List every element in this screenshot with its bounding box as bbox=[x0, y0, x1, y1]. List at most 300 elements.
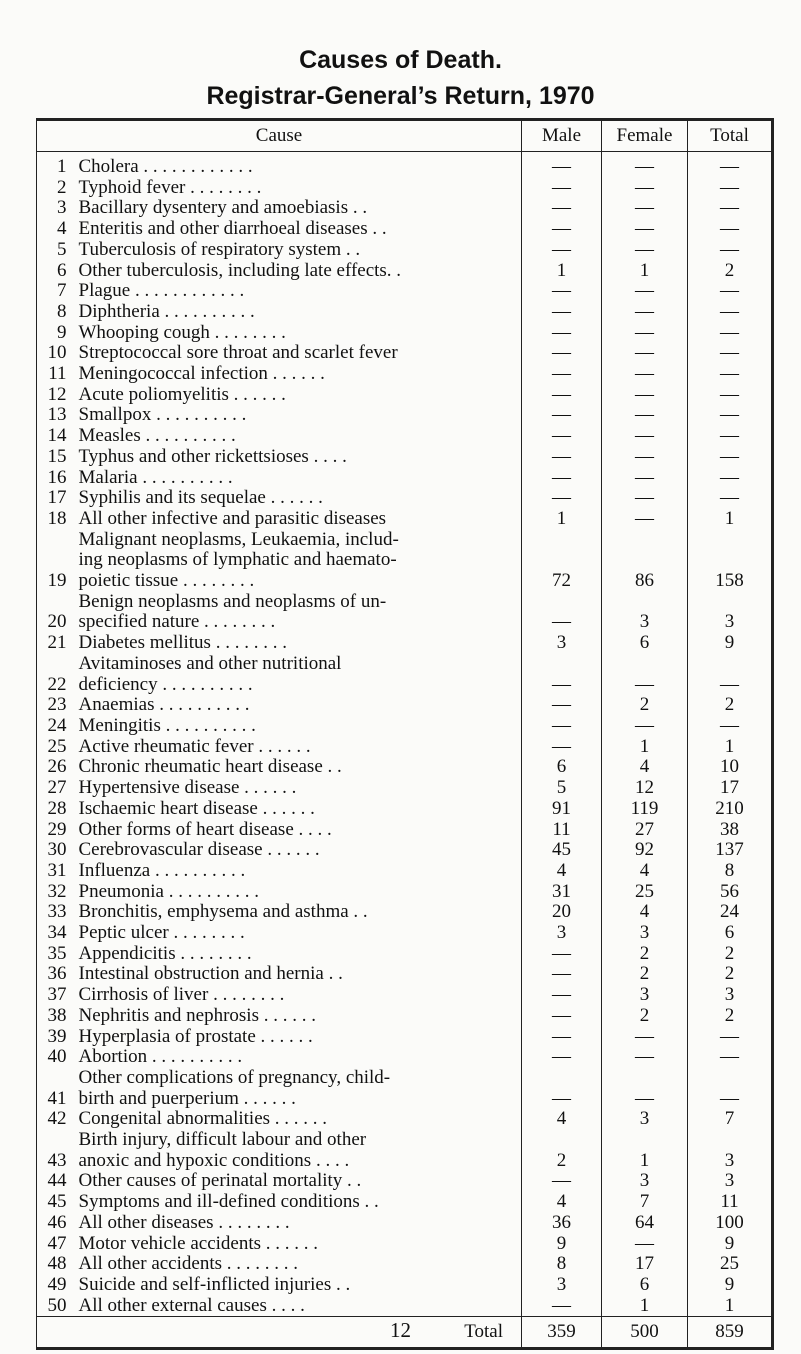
cause-cell: Plague . . . . . . . . . . . . bbox=[78, 280, 245, 302]
cause-cell: Bacillary dysentery and amoebiasis . . bbox=[78, 197, 368, 219]
total-cell: — bbox=[688, 447, 773, 468]
cause-cell: Meningitis . . . . . . . . . . bbox=[78, 714, 256, 736]
male-cell: 3 bbox=[522, 633, 602, 654]
cause-cell: Motor vehicle accidents . . . . . . bbox=[78, 1232, 319, 1254]
male-cell: — bbox=[522, 1068, 602, 1109]
cause-cell: Streptococcal sore throat and scarlet fever bbox=[78, 342, 398, 364]
row-number: 29 bbox=[47, 818, 67, 840]
total-cell: 25 bbox=[688, 1254, 773, 1275]
female-cell: 3 bbox=[602, 923, 688, 944]
total-cell: 2 bbox=[688, 1006, 773, 1027]
row-number: 49 bbox=[47, 1273, 67, 1295]
cause-cell: Appendicitis . . . . . . . . bbox=[78, 942, 252, 964]
table-row bbox=[37, 1254, 773, 1275]
table-row bbox=[37, 447, 773, 468]
header-cause: Cause bbox=[37, 120, 522, 152]
cause-cell: Ischaemic heart disease . . . . . . bbox=[78, 797, 315, 819]
totals-label: Total bbox=[37, 1317, 522, 1349]
total-cell: 8 bbox=[688, 861, 773, 882]
cause-cell: Anaemias . . . . . . . . . . bbox=[78, 694, 250, 716]
total-cell: 2 bbox=[688, 695, 773, 716]
female-cell: — bbox=[602, 343, 688, 364]
table-row bbox=[37, 198, 773, 219]
table-row bbox=[37, 944, 773, 965]
female-cell: 2 bbox=[602, 964, 688, 985]
cause-cell: Malignant neoplasms, Leukaemia, includ- ing neoplasms of lymphatic and haemato- poietic tissue . . . . . . . . bbox=[78, 528, 399, 592]
table-row bbox=[37, 364, 773, 385]
total-cell: 11 bbox=[688, 1192, 773, 1213]
table-body bbox=[37, 152, 773, 1317]
row-number: 15 bbox=[47, 445, 67, 467]
row-number: 40 bbox=[47, 1046, 67, 1068]
row-number: 24 bbox=[47, 714, 67, 736]
total-cell: 1 bbox=[688, 737, 773, 758]
female-cell: 25 bbox=[602, 882, 688, 903]
total-cell: 137 bbox=[688, 840, 773, 861]
male-cell: — bbox=[522, 240, 602, 261]
cause-cell: Enteritis and other diarrhoeal diseases . . bbox=[78, 218, 387, 240]
cause-cell: Smallpox . . . . . . . . . . bbox=[78, 404, 247, 426]
total-cell: 3 bbox=[688, 1171, 773, 1192]
female-cell: 4 bbox=[602, 757, 688, 778]
male-cell: — bbox=[522, 385, 602, 406]
male-cell: — bbox=[522, 405, 602, 426]
table-row bbox=[37, 302, 773, 323]
cause-cell: Typhus and other rickettsioses . . . . bbox=[78, 445, 347, 467]
table-row bbox=[37, 261, 773, 282]
cause-cell: Birth injury, difficult labour and other anoxic and hypoxic conditions . . . . bbox=[78, 1129, 367, 1171]
table-row bbox=[37, 737, 773, 758]
row-number: 42 bbox=[47, 1108, 67, 1130]
cause-cell: Abortion . . . . . . . . . . bbox=[78, 1046, 243, 1068]
male-cell: — bbox=[522, 198, 602, 219]
total-cell: 38 bbox=[688, 820, 773, 841]
total-cell: — bbox=[688, 716, 773, 737]
row-number: 37 bbox=[47, 984, 67, 1006]
table-row bbox=[37, 964, 773, 985]
male-cell: 31 bbox=[522, 882, 602, 903]
row-number: 8 bbox=[57, 300, 67, 322]
cause-cell: All other diseases . . . . . . . . bbox=[78, 1211, 290, 1233]
causes-of-death-table bbox=[36, 118, 774, 1350]
table-row bbox=[37, 695, 773, 716]
total-cell: 7 bbox=[688, 1109, 773, 1130]
male-cell: 3 bbox=[522, 923, 602, 944]
table-row bbox=[37, 426, 773, 447]
male-cell: — bbox=[522, 1171, 602, 1192]
total-cell: 9 bbox=[688, 633, 773, 654]
cause-cell: Measles . . . . . . . . . . bbox=[78, 425, 236, 447]
row-number: 14 bbox=[47, 425, 67, 447]
female-cell: 2 bbox=[602, 944, 688, 965]
row-number: 46 bbox=[47, 1211, 67, 1233]
total-cell: 2 bbox=[688, 944, 773, 965]
table-row bbox=[37, 1006, 773, 1027]
cause-cell: Cholera . . . . . . . . . . . . bbox=[78, 156, 253, 177]
total-cell: — bbox=[688, 178, 773, 199]
female-cell: 119 bbox=[602, 799, 688, 820]
female-cell: 17 bbox=[602, 1254, 688, 1275]
table-row bbox=[37, 530, 773, 592]
cause-cell: Diphtheria . . . . . . . . . . bbox=[78, 300, 255, 322]
total-cell: 3 bbox=[688, 1130, 773, 1171]
total-cell: — bbox=[688, 488, 773, 509]
cause-cell: All other infective and parasitic diseases bbox=[78, 507, 387, 529]
male-cell: — bbox=[522, 281, 602, 302]
female-cell: — bbox=[602, 654, 688, 695]
cause-cell: Diabetes mellitus . . . . . . . . bbox=[78, 632, 287, 654]
row-number: 28 bbox=[47, 797, 67, 819]
table-row bbox=[37, 1275, 773, 1296]
female-cell: 1 bbox=[602, 1296, 688, 1317]
female-cell: 86 bbox=[602, 530, 688, 592]
row-number: 22 bbox=[47, 673, 67, 695]
total-cell: 1 bbox=[688, 509, 773, 530]
male-cell: 11 bbox=[522, 820, 602, 841]
header-total: Total bbox=[688, 120, 773, 152]
page-number: 12 bbox=[390, 1318, 411, 1342]
female-cell: 3 bbox=[602, 592, 688, 633]
table-row bbox=[37, 240, 773, 261]
total-cell: — bbox=[688, 323, 773, 344]
row-number: 21 bbox=[47, 632, 67, 654]
cause-cell: Influenza . . . . . . . . . . bbox=[78, 859, 246, 881]
total-cell: 6 bbox=[688, 923, 773, 944]
female-cell: — bbox=[602, 1027, 688, 1048]
row-number: 1 bbox=[57, 156, 67, 177]
male-cell: 91 bbox=[522, 799, 602, 820]
total-cell: — bbox=[688, 198, 773, 219]
male-cell: — bbox=[522, 488, 602, 509]
total-cell: — bbox=[688, 1068, 773, 1109]
male-cell: — bbox=[522, 654, 602, 695]
female-cell: — bbox=[602, 488, 688, 509]
total-cell: 17 bbox=[688, 778, 773, 799]
cause-cell: Chronic rheumatic heart disease . . bbox=[78, 756, 342, 778]
male-cell: 6 bbox=[522, 757, 602, 778]
total-cell: 10 bbox=[688, 757, 773, 778]
female-cell: — bbox=[602, 198, 688, 219]
table-row bbox=[37, 323, 773, 344]
row-number: 47 bbox=[47, 1232, 67, 1254]
total-cell: 2 bbox=[688, 964, 773, 985]
table-row bbox=[37, 178, 773, 199]
table-row bbox=[37, 840, 773, 861]
row-number: 7 bbox=[57, 280, 67, 302]
table-row bbox=[37, 1192, 773, 1213]
male-cell: 45 bbox=[522, 840, 602, 861]
male-cell: 1 bbox=[522, 509, 602, 530]
row-number: 34 bbox=[47, 922, 67, 944]
cause-cell: Intestinal obstruction and hernia . . bbox=[78, 963, 343, 985]
male-cell: 4 bbox=[522, 1192, 602, 1213]
cause-cell: Other complications of pregnancy, child- birth and puerperium . . . . . . bbox=[78, 1066, 391, 1109]
male-cell: 3 bbox=[522, 1275, 602, 1296]
total-cell: 3 bbox=[688, 985, 773, 1006]
male-cell: — bbox=[522, 1006, 602, 1027]
total-cell: — bbox=[688, 302, 773, 323]
row-number: 3 bbox=[57, 197, 67, 219]
cause-cell: Pneumonia . . . . . . . . . . bbox=[78, 880, 259, 902]
male-cell: 9 bbox=[522, 1234, 602, 1255]
cause-cell: Malaria . . . . . . . . . . bbox=[78, 466, 233, 488]
table-row bbox=[37, 861, 773, 882]
cause-cell: Bronchitis, emphysema and asthma . . bbox=[78, 901, 368, 923]
male-cell: — bbox=[522, 447, 602, 468]
female-cell: 1 bbox=[602, 737, 688, 758]
row-number: 39 bbox=[47, 1025, 67, 1047]
female-cell: 27 bbox=[602, 820, 688, 841]
row-number: 10 bbox=[47, 342, 67, 364]
male-cell: — bbox=[522, 592, 602, 633]
female-cell: — bbox=[602, 405, 688, 426]
row-number: 18 bbox=[47, 507, 67, 529]
totals-female: 500 bbox=[602, 1317, 688, 1349]
total-cell: — bbox=[688, 405, 773, 426]
female-cell: 7 bbox=[602, 1192, 688, 1213]
female-cell: — bbox=[602, 219, 688, 240]
table-row bbox=[37, 592, 773, 633]
cause-cell: Other tuberculosis, including late effects. . bbox=[78, 259, 402, 281]
row-number: 17 bbox=[47, 487, 67, 509]
male-cell: — bbox=[522, 152, 602, 178]
total-cell: — bbox=[688, 152, 773, 178]
total-cell: — bbox=[688, 219, 773, 240]
row-number: 38 bbox=[47, 1004, 67, 1026]
table-row bbox=[37, 902, 773, 923]
table-row bbox=[37, 281, 773, 302]
table-row bbox=[37, 757, 773, 778]
table-row bbox=[37, 152, 773, 178]
table-row bbox=[37, 1296, 773, 1317]
row-number: 33 bbox=[47, 901, 67, 923]
row-number: 45 bbox=[47, 1191, 67, 1213]
row-number: 44 bbox=[47, 1170, 67, 1192]
cause-cell: Meningococcal infection . . . . . . bbox=[78, 363, 325, 385]
row-number: 9 bbox=[57, 321, 67, 343]
row-number: 31 bbox=[47, 859, 67, 881]
row-number: 43 bbox=[47, 1149, 67, 1171]
female-cell: 3 bbox=[602, 1171, 688, 1192]
table-row bbox=[37, 1213, 773, 1234]
table-row bbox=[37, 985, 773, 1006]
male-cell: — bbox=[522, 468, 602, 489]
cause-cell: Symptoms and ill-defined conditions . . bbox=[78, 1191, 379, 1213]
total-cell: 24 bbox=[688, 902, 773, 923]
female-cell: — bbox=[602, 447, 688, 468]
cause-cell: All other external causes . . . . bbox=[78, 1294, 305, 1316]
female-cell: — bbox=[602, 281, 688, 302]
female-cell: 2 bbox=[602, 695, 688, 716]
table-row bbox=[37, 923, 773, 944]
total-cell: — bbox=[688, 281, 773, 302]
table-row bbox=[37, 1109, 773, 1130]
total-cell: — bbox=[688, 1027, 773, 1048]
row-number: 36 bbox=[47, 963, 67, 985]
female-cell: — bbox=[602, 323, 688, 344]
row-number: 13 bbox=[47, 404, 67, 426]
male-cell: 2 bbox=[522, 1130, 602, 1171]
female-cell: 1 bbox=[602, 1130, 688, 1171]
male-cell: — bbox=[522, 426, 602, 447]
total-cell: 3 bbox=[688, 592, 773, 633]
total-cell: — bbox=[688, 654, 773, 695]
row-number: 12 bbox=[47, 383, 67, 405]
female-cell: 64 bbox=[602, 1213, 688, 1234]
table-row bbox=[37, 882, 773, 903]
table-header-row bbox=[37, 120, 773, 152]
female-cell: — bbox=[602, 509, 688, 530]
total-cell: — bbox=[688, 343, 773, 364]
male-cell: — bbox=[522, 219, 602, 240]
table-row bbox=[37, 405, 773, 426]
cause-cell: Cirrhosis of liver . . . . . . . . bbox=[78, 984, 285, 1006]
female-cell: — bbox=[602, 716, 688, 737]
female-cell: 4 bbox=[602, 902, 688, 923]
table-row bbox=[37, 778, 773, 799]
row-number: 25 bbox=[47, 735, 67, 757]
total-cell: 56 bbox=[688, 882, 773, 903]
table-row bbox=[37, 716, 773, 737]
table-row bbox=[37, 509, 773, 530]
table-row bbox=[37, 654, 773, 695]
cause-cell: Peptic ulcer . . . . . . . . bbox=[78, 922, 245, 944]
total-cell: — bbox=[688, 364, 773, 385]
table-row bbox=[37, 343, 773, 364]
header-female: Female bbox=[602, 120, 688, 152]
male-cell: — bbox=[522, 1296, 602, 1317]
row-number: 30 bbox=[47, 839, 67, 861]
female-cell: 1 bbox=[602, 261, 688, 282]
table-row bbox=[37, 488, 773, 509]
male-cell: — bbox=[522, 964, 602, 985]
female-cell: — bbox=[602, 385, 688, 406]
table-row bbox=[37, 219, 773, 240]
cause-cell: Tuberculosis of respiratory system . . bbox=[78, 238, 361, 260]
male-cell: 72 bbox=[522, 530, 602, 592]
male-cell: 1 bbox=[522, 261, 602, 282]
table-row bbox=[37, 799, 773, 820]
female-cell: 6 bbox=[602, 633, 688, 654]
male-cell: 36 bbox=[522, 1213, 602, 1234]
row-number: 16 bbox=[47, 466, 67, 488]
cause-cell: Nephritis and nephrosis . . . . . . bbox=[78, 1004, 316, 1026]
female-cell: — bbox=[602, 1068, 688, 1109]
total-cell: 1 bbox=[688, 1296, 773, 1317]
total-cell: — bbox=[688, 385, 773, 406]
male-cell: — bbox=[522, 944, 602, 965]
cause-cell: Suicide and self-inflicted injuries . . bbox=[78, 1273, 351, 1295]
row-number: 48 bbox=[47, 1253, 67, 1275]
female-cell: 3 bbox=[602, 985, 688, 1006]
cause-cell: Congenital abnormalities . . . . . . bbox=[78, 1108, 328, 1130]
row-number: 35 bbox=[47, 942, 67, 964]
cause-cell: Hypertensive disease . . . . . . bbox=[78, 777, 297, 799]
cause-cell: Benign neoplasms and neoplasms of un- specified nature . . . . . . . . bbox=[78, 590, 387, 633]
cause-cell: Hyperplasia of prostate . . . . . . bbox=[78, 1025, 313, 1047]
table-row bbox=[37, 633, 773, 654]
male-cell: 8 bbox=[522, 1254, 602, 1275]
female-cell: — bbox=[602, 1047, 688, 1068]
male-cell: — bbox=[522, 323, 602, 344]
male-cell: — bbox=[522, 695, 602, 716]
table-row bbox=[37, 1047, 773, 1068]
totals-total: 859 bbox=[688, 1317, 773, 1349]
total-cell: 210 bbox=[688, 799, 773, 820]
male-cell: 5 bbox=[522, 778, 602, 799]
row-number: 32 bbox=[47, 880, 67, 902]
table-row bbox=[37, 1234, 773, 1255]
male-cell: 4 bbox=[522, 861, 602, 882]
page-title: Causes of Death. bbox=[299, 46, 502, 74]
totals-male: 359 bbox=[522, 1317, 602, 1349]
female-cell: — bbox=[602, 152, 688, 178]
male-cell: — bbox=[522, 1047, 602, 1068]
total-cell: 158 bbox=[688, 530, 773, 592]
female-cell: — bbox=[602, 302, 688, 323]
cause-cell: Typhoid fever . . . . . . . . bbox=[78, 176, 262, 198]
cause-cell: All other accidents . . . . . . . . bbox=[78, 1253, 299, 1275]
total-cell: — bbox=[688, 1047, 773, 1068]
row-number: 6 bbox=[57, 259, 67, 281]
male-cell: — bbox=[522, 302, 602, 323]
female-cell: — bbox=[602, 426, 688, 447]
total-cell: — bbox=[688, 426, 773, 447]
male-cell: — bbox=[522, 343, 602, 364]
cause-cell: Other forms of heart disease . . . . bbox=[78, 818, 332, 840]
cause-cell: Avitaminoses and other nutritional deficiency . . . . . . . . . . bbox=[78, 652, 342, 695]
table-row bbox=[37, 1027, 773, 1048]
table-row bbox=[37, 385, 773, 406]
female-cell: — bbox=[602, 468, 688, 489]
female-cell: — bbox=[602, 1234, 688, 1255]
cause-cell: Other causes of perinatal mortality . . bbox=[78, 1170, 362, 1192]
cause-cell: Acute poliomyelitis . . . . . . bbox=[78, 383, 286, 405]
female-cell: — bbox=[602, 364, 688, 385]
female-cell: 92 bbox=[602, 840, 688, 861]
cause-cell: Cerebrovascular disease . . . . . . bbox=[78, 839, 320, 861]
table-row bbox=[37, 820, 773, 841]
table-row bbox=[37, 468, 773, 489]
total-cell: — bbox=[688, 240, 773, 261]
female-cell: 3 bbox=[602, 1109, 688, 1130]
female-cell: 4 bbox=[602, 861, 688, 882]
male-cell: — bbox=[522, 178, 602, 199]
female-cell: 6 bbox=[602, 1275, 688, 1296]
row-number: 2 bbox=[57, 176, 67, 198]
row-number: 4 bbox=[57, 218, 67, 240]
total-cell: 100 bbox=[688, 1213, 773, 1234]
header-male: Male bbox=[522, 120, 602, 152]
male-cell: — bbox=[522, 364, 602, 385]
row-number: 5 bbox=[57, 238, 67, 260]
cause-cell: Syphilis and its sequelae . . . . . . bbox=[78, 487, 323, 509]
table-row bbox=[37, 1130, 773, 1171]
female-cell: — bbox=[602, 178, 688, 199]
row-number: 27 bbox=[47, 777, 67, 799]
total-cell: 9 bbox=[688, 1234, 773, 1255]
row-number: 11 bbox=[48, 363, 67, 385]
table-row bbox=[37, 1068, 773, 1109]
female-cell: 12 bbox=[602, 778, 688, 799]
row-number: 41 bbox=[47, 1087, 67, 1109]
male-cell: — bbox=[522, 716, 602, 737]
male-cell: 20 bbox=[522, 902, 602, 923]
female-cell: — bbox=[602, 240, 688, 261]
cause-cell: Whooping cough . . . . . . . . bbox=[78, 321, 286, 343]
male-cell: — bbox=[522, 1027, 602, 1048]
male-cell: — bbox=[522, 985, 602, 1006]
